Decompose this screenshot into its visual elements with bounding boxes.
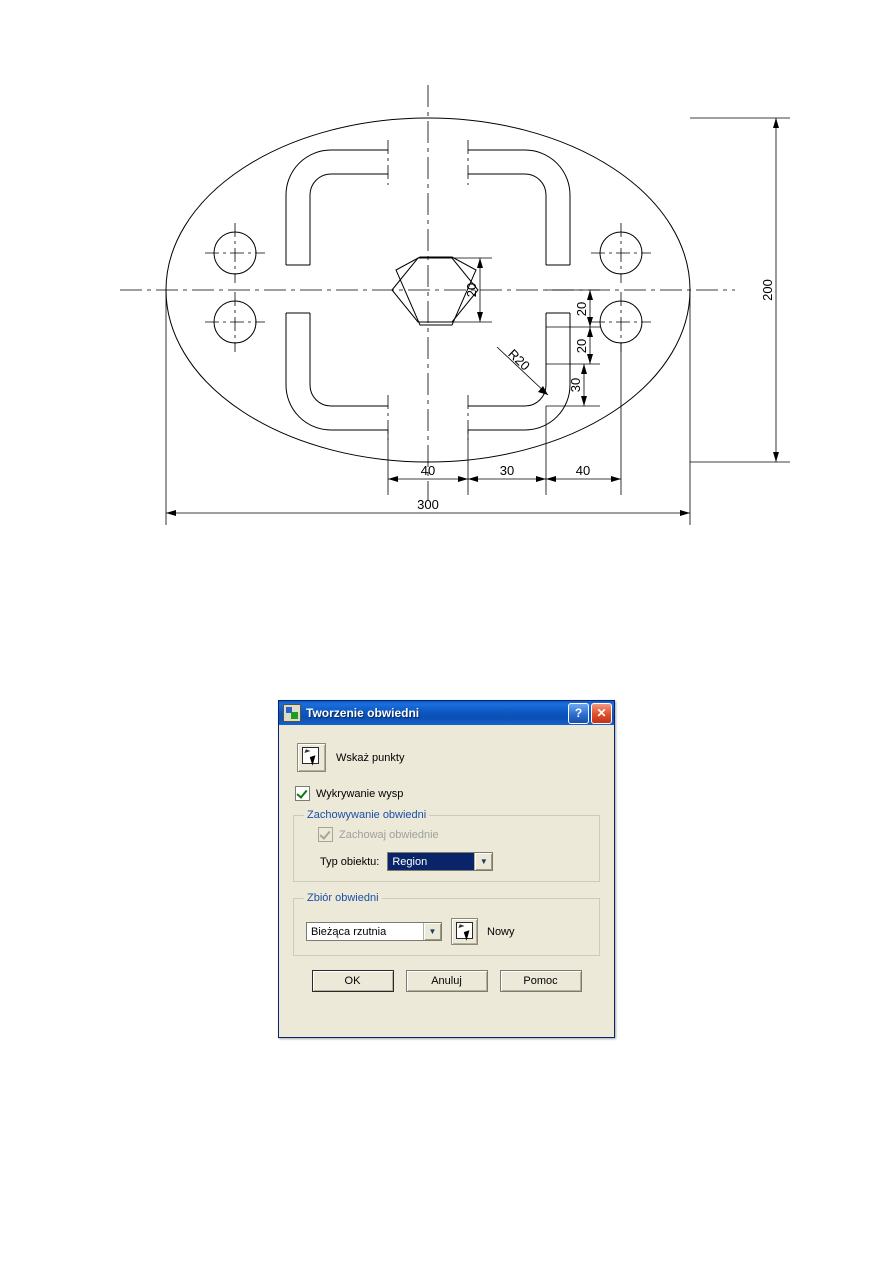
cancel-button[interactable]: Anuluj — [406, 970, 488, 992]
pick-points-icon[interactable] — [297, 743, 326, 772]
object-type-row — [320, 852, 589, 871]
boundary-set-dropdown[interactable] — [306, 922, 442, 941]
pick-points-row[interactable] — [297, 743, 600, 772]
dim-seg-right: 40 — [575, 463, 591, 478]
dim-slot-a: 20 — [574, 301, 589, 317]
new-boundary-set-label: Nowy — [487, 925, 515, 938]
boundary-set-legend: Zbiór obwiedni — [307, 892, 379, 904]
dimension-lines — [166, 118, 790, 525]
ok-button[interactable]: OK — [312, 970, 394, 992]
slot-lower-left — [286, 313, 388, 430]
boundary-set-row — [306, 918, 589, 945]
dialog-buttons — [293, 970, 600, 992]
chevron-down-icon[interactable]: ▼ — [423, 923, 441, 940]
dimension-text — [417, 279, 775, 512]
island-detection-label: Wykrywanie wysp — [316, 787, 404, 800]
app-icon — [283, 704, 301, 722]
close-icon[interactable]: ✕ — [591, 703, 612, 724]
chevron-down-icon[interactable]: ▼ — [474, 853, 492, 870]
slot-upper-left — [286, 150, 388, 265]
object-type-label: Typ obiektu: — [320, 855, 380, 868]
new-boundary-set-icon[interactable] — [451, 918, 478, 945]
dim-slot-c: 30 — [568, 377, 583, 393]
retain-boundaries-checkbox — [318, 827, 589, 842]
help-button[interactable]: ? — [568, 703, 589, 724]
boundary-retention-group — [293, 809, 600, 882]
drawing-svg — [0, 0, 893, 560]
boundary-creation-dialog[interactable] — [278, 700, 615, 1038]
dim-radius: R20 — [505, 346, 533, 374]
object-type-value: Region — [388, 853, 474, 870]
dim-overall-width: 300 — [417, 497, 439, 512]
checkbox-icon[interactable] — [295, 786, 310, 801]
retain-boundaries-label: Zachowaj obwiednie — [339, 828, 439, 841]
checkbox-icon — [318, 827, 333, 842]
dialog-title: Tworzenie obwiedni — [306, 706, 420, 720]
help-text-button[interactable]: Pomoc — [500, 970, 582, 992]
dim-seg-left: 40 — [420, 463, 436, 478]
dialog-titlebar[interactable] — [279, 701, 614, 725]
boundary-set-value: Bieżąca rzutnia — [311, 925, 387, 938]
center-lines — [120, 85, 735, 500]
slot-lower-right — [468, 313, 570, 430]
boundary-retention-legend: Zachowywanie obwiedni — [307, 809, 427, 821]
slot-upper-right — [468, 150, 570, 265]
technical-drawing — [0, 0, 893, 560]
pick-points-label: Wskaż punkty — [336, 751, 405, 764]
dim-slot-b: 20 — [574, 338, 589, 354]
dim-seg-mid: 30 — [499, 463, 515, 478]
dialog-body — [279, 725, 614, 1002]
dim-overall-height: 200 — [760, 279, 775, 301]
boundary-set-group — [293, 892, 600, 956]
dim-hex-height: 20 — [464, 282, 479, 298]
island-detection-checkbox[interactable] — [295, 786, 600, 801]
object-type-dropdown[interactable] — [387, 852, 493, 871]
